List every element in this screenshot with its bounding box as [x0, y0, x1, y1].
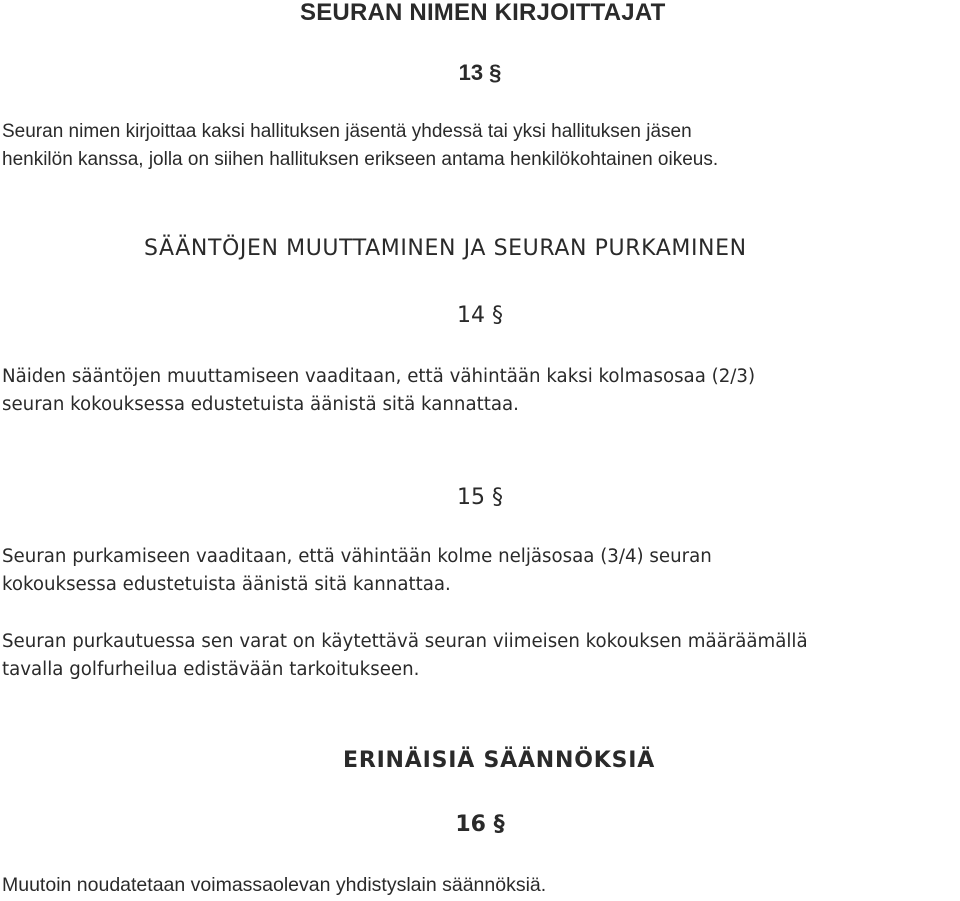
paragraph-13-line-1: Seuran nimen kirjoittaa kaksi hallituksen jäsentä yhdessä tai yksi hallituksen jäsen	[2, 121, 692, 142]
paragraph-number-14: 14 §	[457, 303, 503, 328]
heading-erinaisia-saannoksia: ERINÄISIÄ SÄÄNNÖKSIÄ	[343, 748, 656, 773]
heading-saantojen-muuttaminen: SÄÄNTÖJEN MUUTTAMINEN JA SEURAN PURKAMINEN	[144, 236, 747, 261]
paragraph-15a-text	[2, 543, 712, 599]
paragraph-number-13: 13 §	[458, 60, 502, 85]
paragraph-15b-text	[2, 628, 808, 684]
paragraph-14-text	[2, 363, 755, 419]
paragraph-15b-line-2: tavalla golfurheilua edistävään tarkoitukseen.	[2, 659, 420, 680]
paragraph-14-line-2: seuran kokouksessa edustetuista äänistä sitä kannattaa.	[2, 394, 519, 415]
paragraph-16-text: Muutoin noudatetaan voimassaolevan yhdistyslain säännöksiä.	[2, 874, 547, 896]
paragraph-13-line-2: henkilön kanssa, jolla on siihen hallituksen erikseen antama henkilökohtainen oikeus.	[2, 149, 719, 170]
paragraph-number-16: 16 §	[455, 812, 505, 837]
heading-seuran-nimen-kirjoittajat: SEURAN NIMEN KIRJOITTAJAT	[300, 0, 666, 26]
paragraph-15a-line-2: kokouksessa edustetuista äänistä sitä kannattaa.	[2, 574, 451, 595]
paragraph-14-line-1: Näiden sääntöjen muuttamiseen vaaditaan, että vähintään kaksi kolmasosaa (2/3)	[2, 366, 756, 387]
paragraph-15b-line-1: Seuran purkautuessa sen varat on käytettävä seuran viimeisen kokouksen määräämällä	[2, 631, 808, 652]
paragraph-number-15: 15 §	[457, 485, 503, 510]
paragraph-15a-line-1: Seuran purkamiseen vaaditaan, että vähintään kolme neljäsosaa (3/4) seuran	[2, 546, 712, 567]
paragraph-13-text	[2, 118, 718, 174]
